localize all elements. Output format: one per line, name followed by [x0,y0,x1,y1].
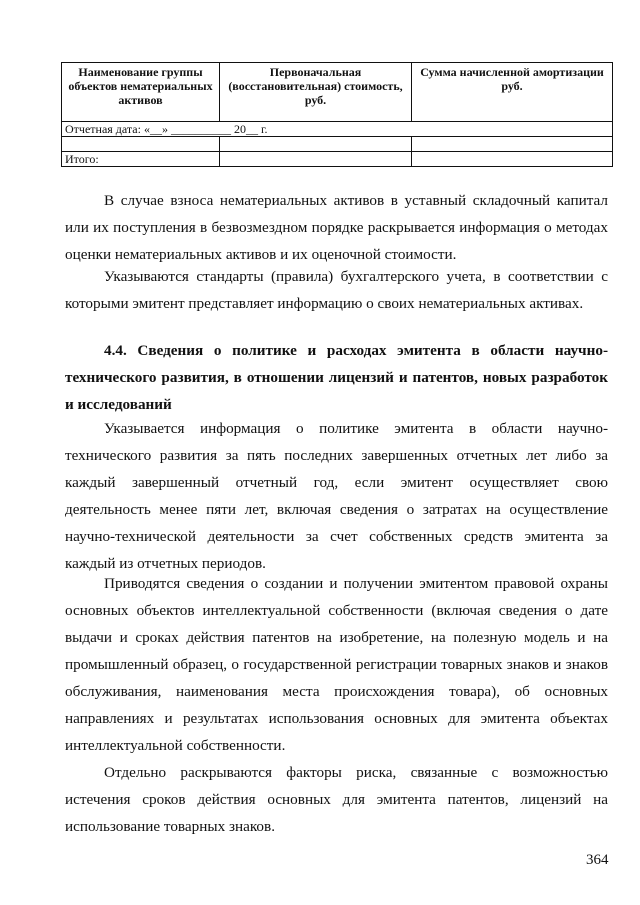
paragraph: Отдельно раскрываются факторы риска, связанные с возможностью истечения сроков действия основных для эмитента патентов, лицензий на использование товарных знаков. [65,764,608,835]
paragraph: В случае взноса нематериальных активов в уставный складочный капитал или их поступления в безвозмездном порядке раскрывается информация о методах оценки нематериальных активов и их оценочной стоимости. [65,192,608,263]
intangible-assets-table [61,62,613,167]
paragraph: Указываются стандарты (правила) бухгалтерского учета, в соответствии с которыми эмитент представляет информацию о своих нематериальных активах. [65,268,608,312]
header-amortization: Сумма начисленной амортизации руб. [412,63,613,122]
section-heading: 4.4. Сведения о политике и расходах эмитента в области научно-технического развития, в отношении лицензий и патентов, новых разработок и исследований [65,342,608,413]
table-cell [412,152,613,167]
table-cell [220,152,412,167]
page-number: 364 [586,852,609,868]
total-label-cell: Итого: [62,152,220,167]
paragraph: Приводятся сведения о создании и получении эмитентом правовой охраны основных объектов интеллектуальной собственности (включая сведения о дате выдачи и сроках действия патентов на изобретение, на полезную модель и на промышленный образец, о государственной регистрации товарных знаков и знаков обслуживания, наименования места происхождения товара), об основных направлениях и результатах использования основных для эмитента объектах интеллектуальной собственности. [65,575,608,754]
table-row [62,137,613,152]
table-row [62,122,613,137]
paragraph: Указывается информация о политике эмитента в области научно-технического развития за пять последних завершенных отчетных лет либо за каждый завершенный отчетный год, если эмитент осуществляет свою деятельность менее пяти лет, включая сведения о затратах на осуществление научно-технической деятельности за счет собственных средств эмитента за каждый из отчетных периодов. [65,420,608,572]
table-cell [62,137,220,152]
header-asset-group: Наименование группы объектов нематериальных активов [62,63,220,122]
report-date-cell: Отчетная дата: «__» __________ 20__ г. [62,122,613,137]
table-cell [412,137,613,152]
table-header-row [62,63,613,122]
header-initial-cost: Первоначальная (восстановительная) стоимость, руб. [220,63,412,122]
table-total-row [62,152,613,167]
table-cell [220,137,412,152]
